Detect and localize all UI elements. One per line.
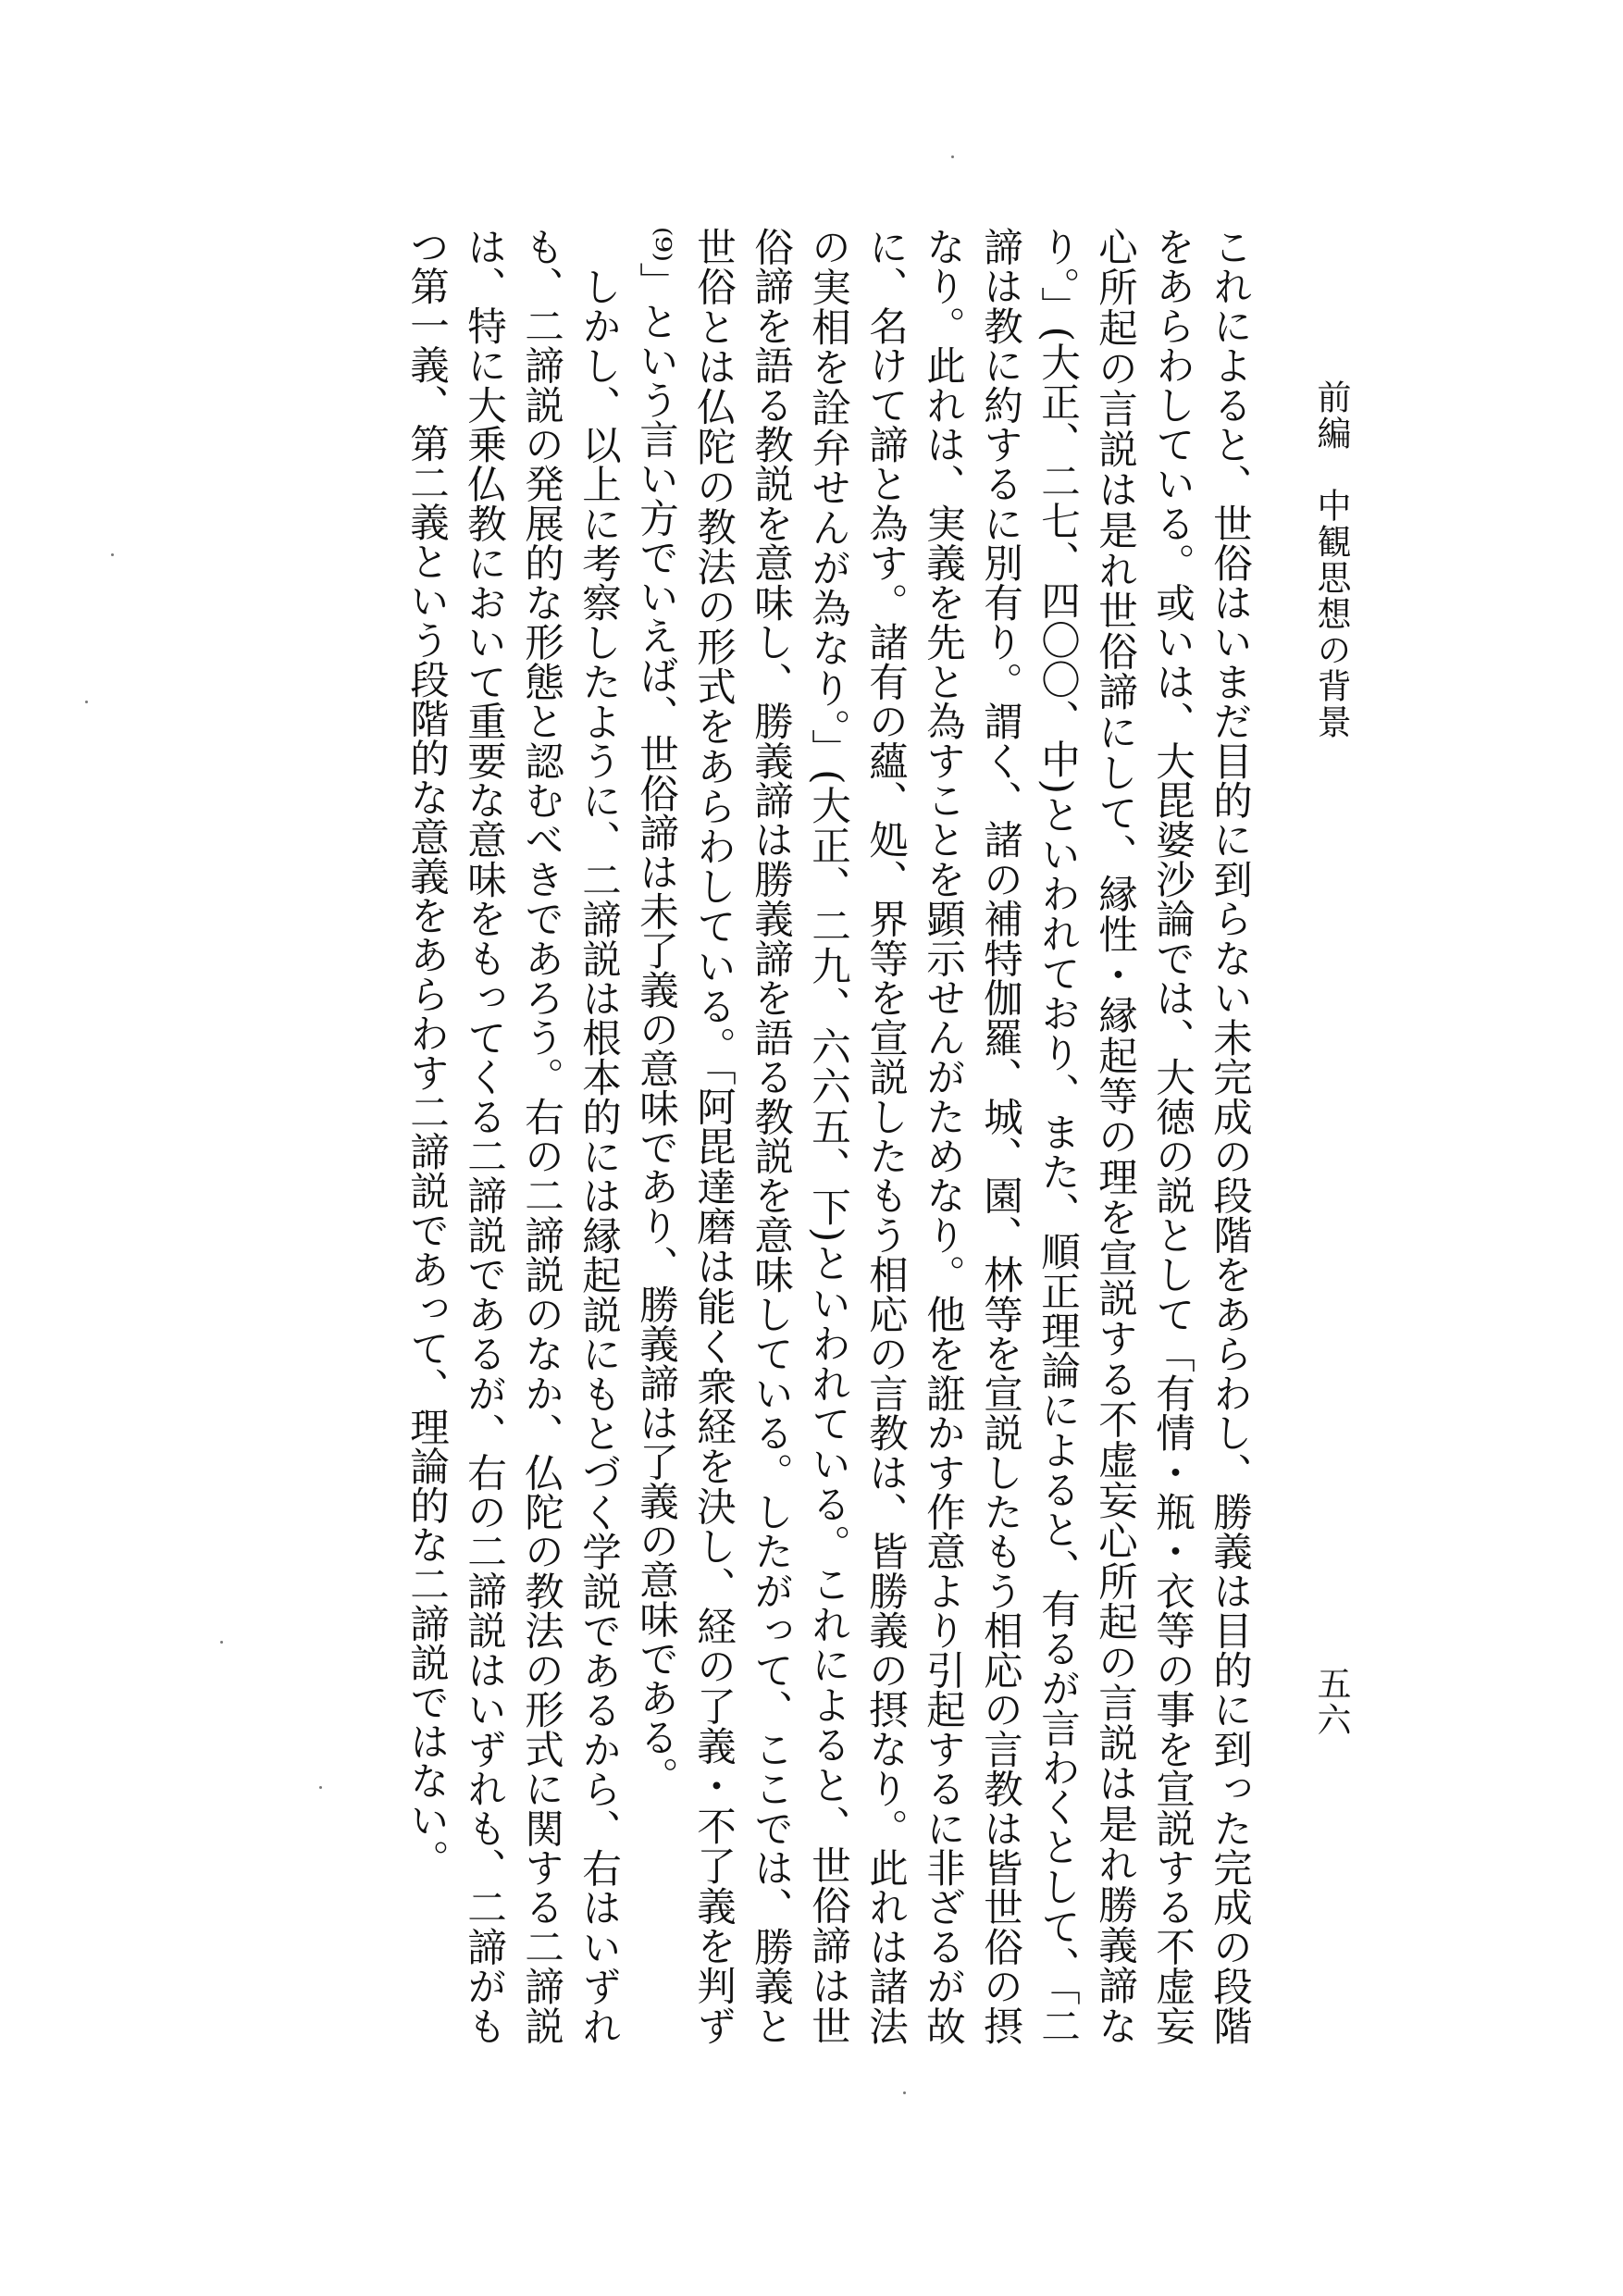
- body-text: [397, 227, 1258, 2045]
- paragraph: しかし、以上に考察したように、二諦説は根本的には縁起説にもとづく学説であるから、右はいずれも、二諦説の発展的な形態と認むべきであろう。右の二諦説のなか、仏陀の教法の形式に関する二諦説は、特に大乗仏教において重要な意味をもってくる二諦説であるが、右の二諦説はいずれも、二諦がもつ第一義、第二義という段階的な意義をあらわす二諦説であって、理論的な二諦説ではない。: [403, 227, 621, 2045]
- page-number: 五六: [1311, 1666, 1351, 1738]
- scan-speck: [319, 1786, 322, 1789]
- scan-speck: [951, 155, 954, 158]
- scan-speck: [111, 553, 114, 556]
- scan-speck: [903, 2091, 906, 2094]
- paragraph: これによると、世俗はいまだ目的に到らない未完成の段階をあらわし、勝義は目的に到った完成の段階をあらわしている。或いは、大毘婆沙論では、大徳の説として「有情・瓶・衣等の事を宣説する不虚妄心所起の言説は是れ世俗諦にして、縁性・縁起等の理を宣説する不虚妄心所起の言説は是れ勝義諦なり。」(大正、二七、四〇〇、中)といわれており、また、順正理論によると、有るが言わくとして、「二諦は教に約するに別有り。謂く、諸の補特伽羅、城、園、林等を宣説したもう相応の言教は皆世俗の摂なり。此れは、実義を先と為すことを顕示せんがためなり。他を誑かす作意より引起するに非ざるが故に、名けて諦と為す。諸有の蘊、処、界等を宣説したもう相応の言教は、皆勝義の摂なり。此れは諸法の実相を詮弁せんが為なり。」(大正、二九、六六五、下)といわれている。これによると、世俗諦は世俗諦を語る教説を意味し、勝義諦は勝義諦を語る教説を意味している。したがって、ここでは、勝義と世俗とは仏陀の教法の形式をあらわしている。「阿毘達磨は能く衆経を決し、経の了義・不了義を判ず⁽⁹⁾」という言い方でいえば、世俗諦は未了義の意味であり、勝義諦は了義の意味である。: [633, 227, 1252, 2045]
- scan-speck: [220, 1641, 223, 1644]
- running-head: 前編 中観思想の背景: [1311, 379, 1351, 740]
- scan-speck: [85, 701, 88, 703]
